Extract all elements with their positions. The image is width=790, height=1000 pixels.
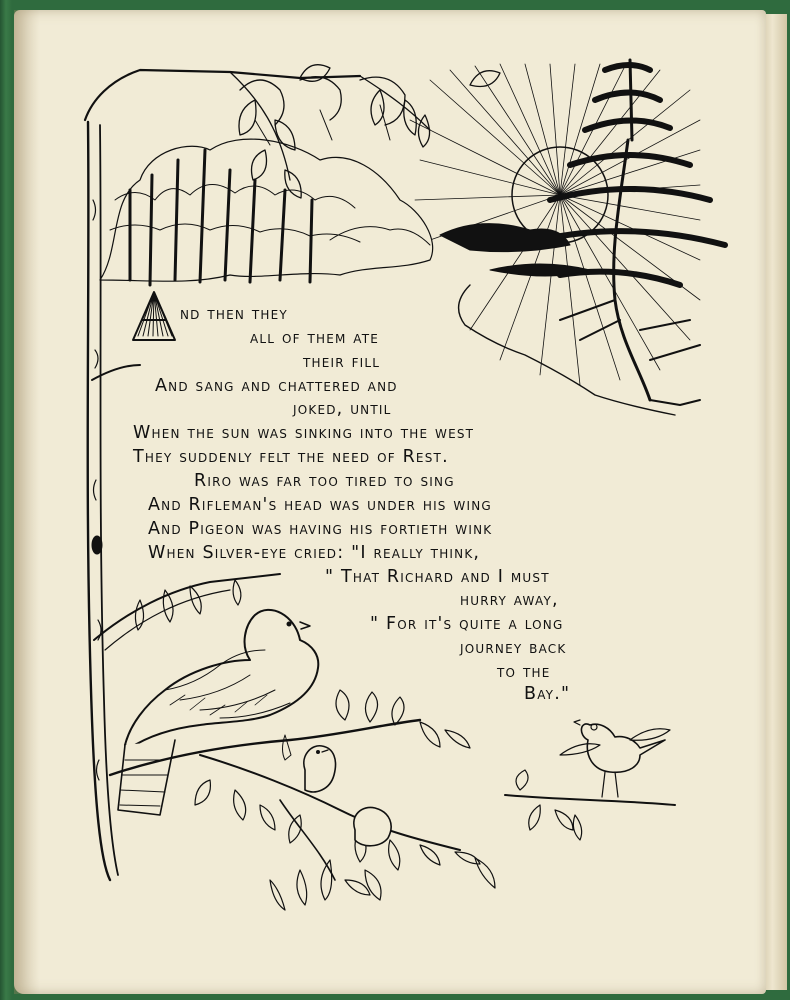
silver-eye-bird-icon — [505, 720, 675, 840]
verse-line: Bay." — [524, 684, 571, 704]
verse-line: to the — [497, 662, 551, 682]
verse-line: And sang and chattered and — [155, 376, 398, 396]
forest-icon — [100, 77, 433, 285]
verse-line: all of them ate — [250, 328, 380, 348]
verse-line: And Rifleman's head was under his wing — [148, 495, 492, 515]
verse-line: journey back — [460, 638, 567, 658]
sun-icon — [410, 64, 700, 385]
verse-line: When the sun was sinking into the west — [133, 423, 475, 443]
verse-line: " That Richard and I must — [325, 567, 550, 587]
dropcap-ornament — [133, 292, 175, 340]
verse-line: And Pigeon was having his fortieth wink — [148, 519, 493, 539]
verse-line: " For it's quite a long — [370, 614, 564, 634]
verse-line: hurry away, — [460, 590, 559, 610]
verse-line: their fill — [303, 352, 381, 372]
verse-line: Riro was far too tired to sing — [194, 471, 455, 491]
pigeon-icon — [118, 610, 318, 815]
verse-line: When Silver-eye cried: "I really think, — [148, 543, 481, 563]
verse-line: They suddenly felt the need of Rest. — [133, 447, 449, 467]
verse-line: joked, until — [293, 399, 392, 419]
verse-line: nd then they — [180, 304, 288, 324]
